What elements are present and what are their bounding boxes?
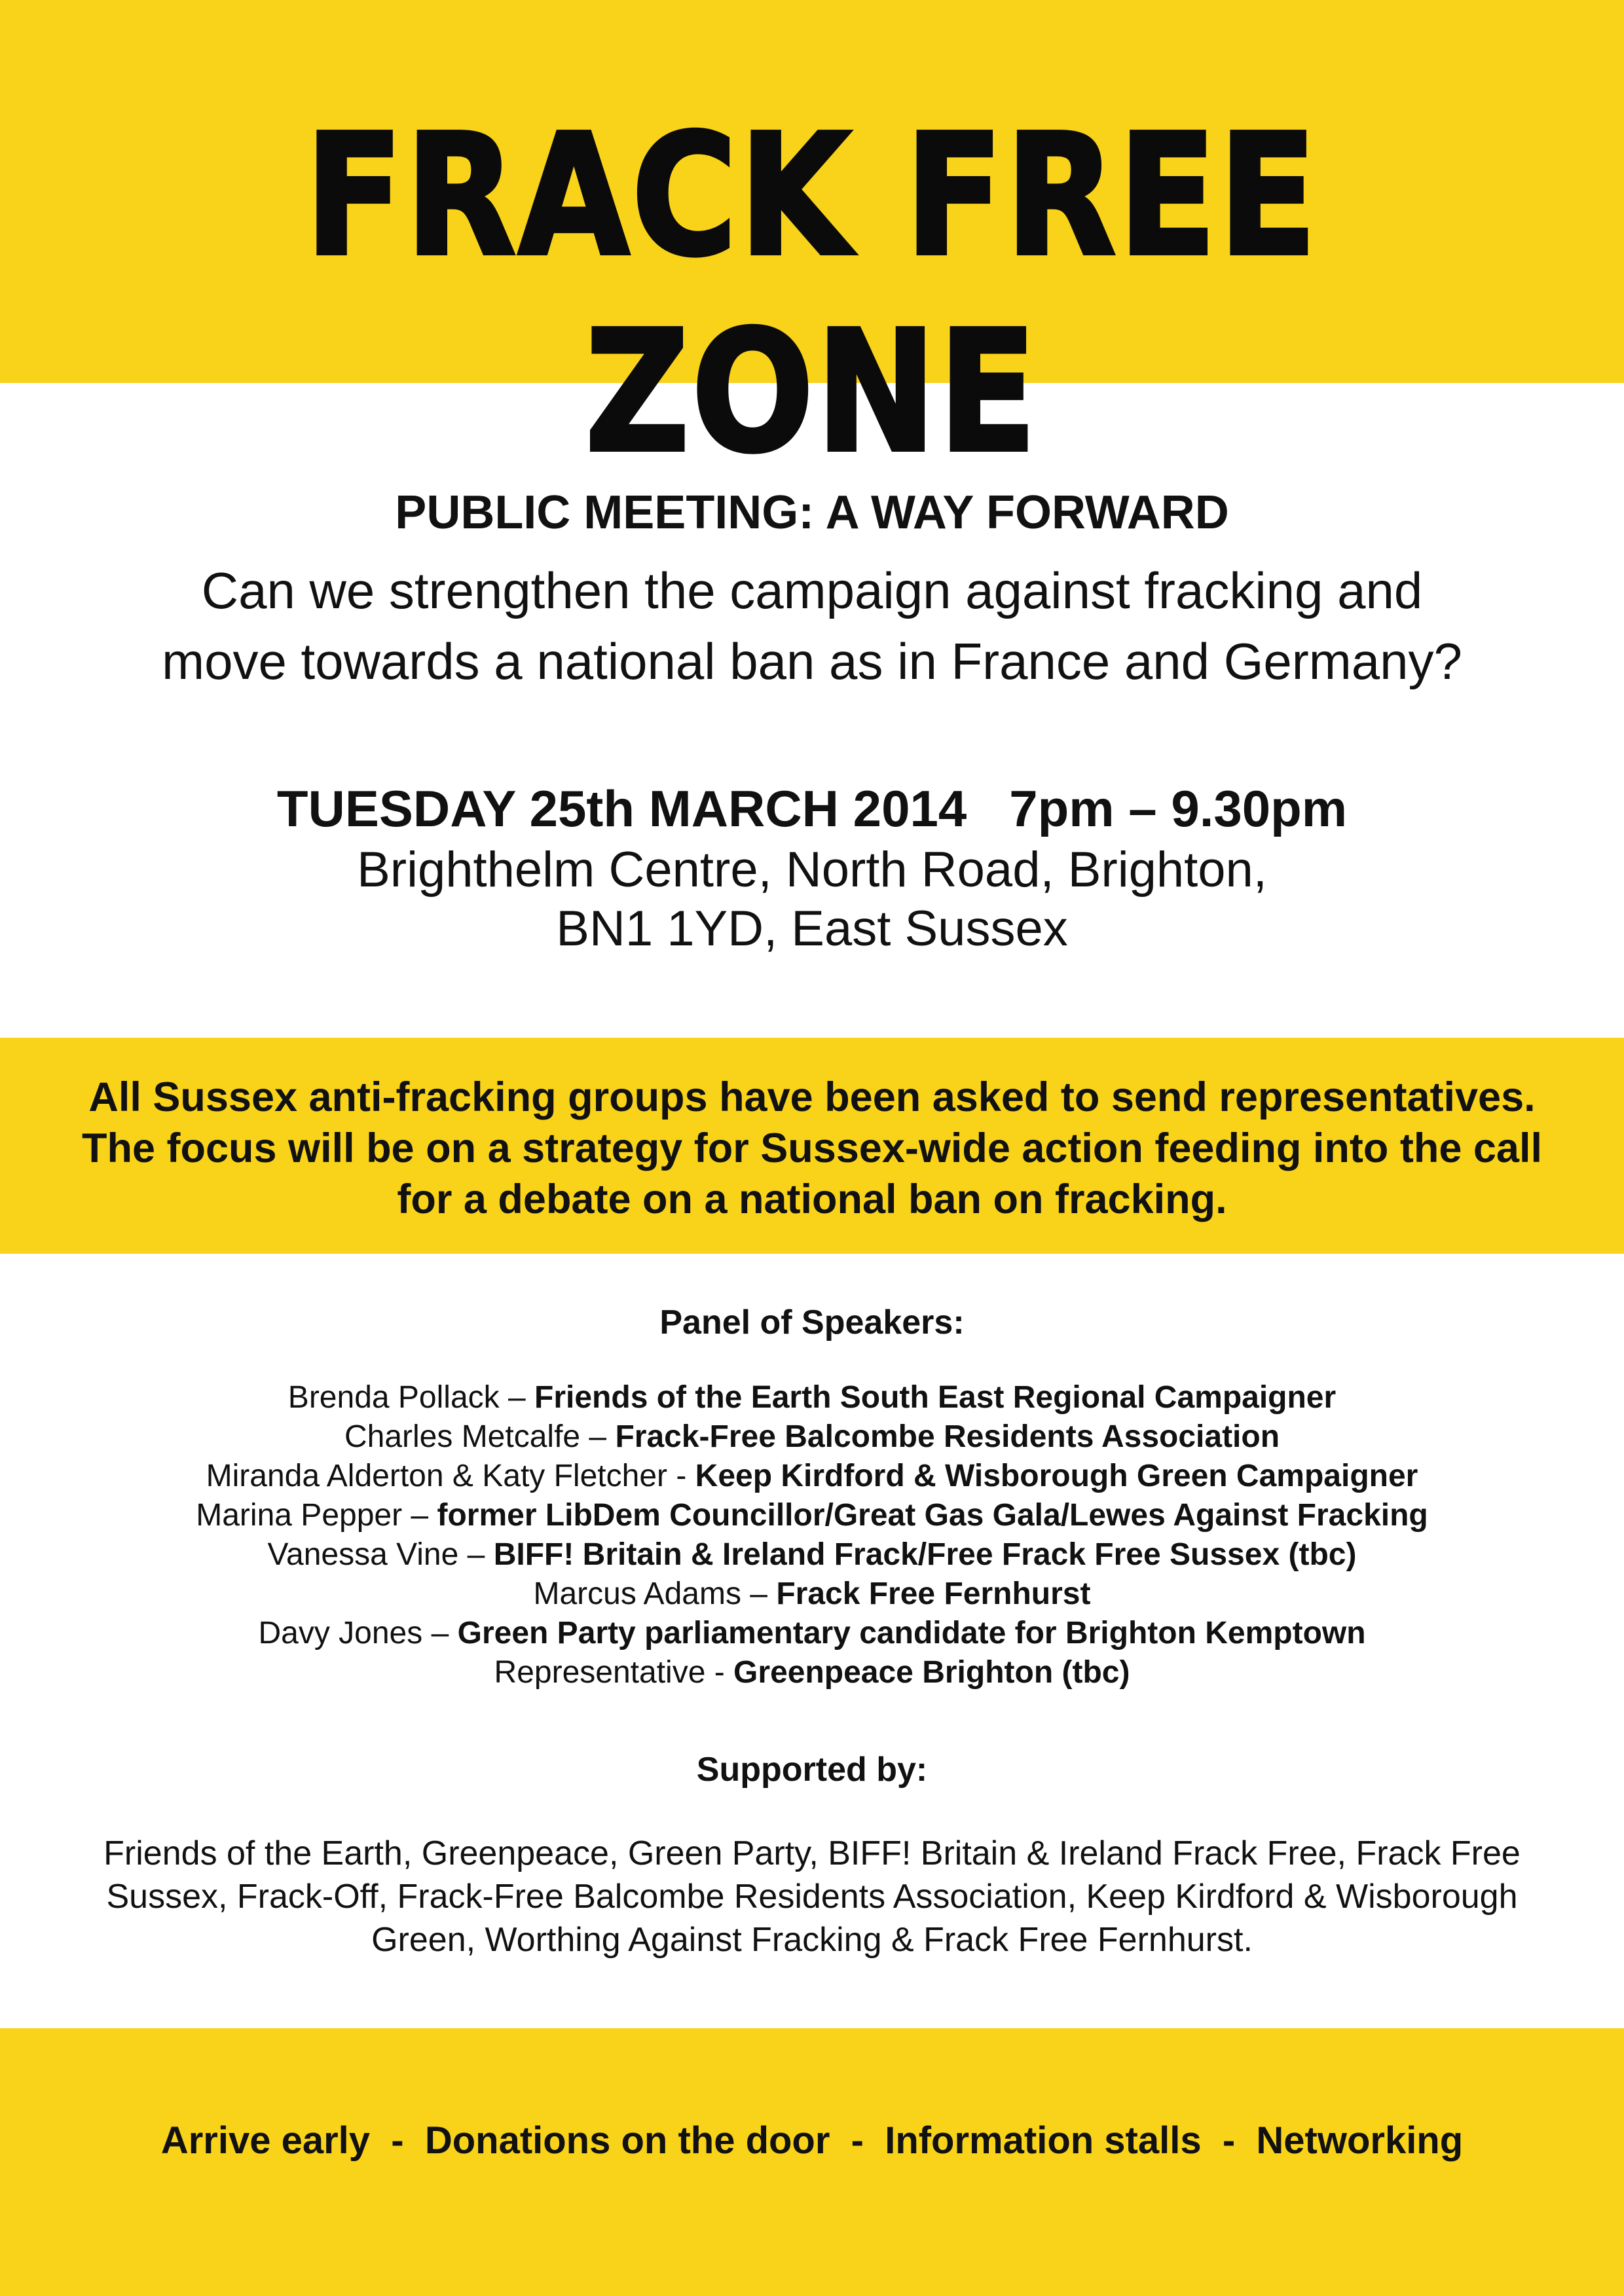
speaker-name: Miranda Alderton & Katy Fletcher -: [206, 1459, 695, 1493]
speaker-row: [0, 1535, 1624, 1575]
footer-line: Arrive early - Donations on the door - Information stalls - Networking: [160, 2119, 1464, 2162]
representatives-note: All Sussex anti-fracking groups have been asked to send representatives. The focus will be on a strategy for Sussex-wide action feeding into the call for a debate on a national ban on fracking.: [82, 1074, 1542, 1222]
speaker-list: [0, 1378, 1624, 1692]
speaker-row: [0, 1496, 1624, 1535]
speaker-name: Davy Jones –: [258, 1616, 458, 1650]
speaker-affiliation: former LibDem Councillor/Great Gas Gala/Lewes Against Fracking: [437, 1498, 1428, 1533]
speaker-row: [0, 1457, 1624, 1496]
venue-line-2: BN1 1YD, East Sussex: [556, 901, 1068, 957]
panel-heading: Panel of Speakers:: [659, 1303, 965, 1341]
supporters-text: Friends of the Earth, Greenpeace, Green Party, BIFF! Britain & Ireland Frack Free, Frack Free Sussex, Frack-Off, Frack-Free Balcombe Residents Association, Keep Kirdford & Wisborough Green, Worthing Against Fracking & Frack Free Fernhurst.: [103, 1834, 1521, 1959]
speaker-affiliation: Frack-Free Balcombe Residents Association: [615, 1419, 1280, 1454]
speaker-affiliation: Green Party parliamentary candidate for Brighton Kemptown: [457, 1616, 1366, 1650]
speaker-name: Vanessa Vine –: [267, 1537, 494, 1572]
event-datetime: TUESDAY 25th MARCH 2014 7pm – 9.30pm: [276, 780, 1348, 837]
speaker-name: Representative -: [494, 1655, 734, 1690]
speaker-name: Brenda Pollack –: [287, 1380, 535, 1415]
speaker-row: [0, 1575, 1624, 1614]
speaker-row: [0, 1653, 1624, 1692]
speaker-name: Marina Pepper –: [196, 1498, 437, 1533]
speaker-name: Charles Metcalfe –: [344, 1419, 616, 1454]
speaker-row: [0, 1614, 1624, 1653]
supported-heading: Supported by:: [696, 1751, 928, 1789]
speaker-affiliation: Keep Kirdford & Wisborough Green Campaigner: [695, 1459, 1418, 1493]
meeting-question-text: Can we strengthen the campaign against fracking and move towards a national ban as in France and Germany?: [162, 562, 1462, 690]
speaker-affiliation: Friends of the Earth South East Regional Campaigner: [534, 1380, 1337, 1415]
venue-line-1: Brighthelm Centre, North Road, Brighton,: [357, 842, 1267, 898]
meeting-heading: PUBLIC MEETING: A WAY FORWARD: [395, 486, 1229, 539]
speaker-row: [0, 1378, 1624, 1417]
speaker-affiliation: Greenpeace Brighton (tbc): [733, 1655, 1130, 1690]
speaker-affiliation: BIFF! Britain & Ireland Frack/Free Frack Free Sussex (tbc): [493, 1537, 1357, 1572]
speaker-name: Marcus Adams –: [533, 1576, 777, 1611]
speaker-row: [0, 1417, 1624, 1457]
speaker-affiliation: Frack Free Fernhurst: [776, 1576, 1091, 1611]
meeting-question: [0, 555, 1624, 697]
poster-title: FRACK FREE ZONE: [304, 99, 1320, 490]
